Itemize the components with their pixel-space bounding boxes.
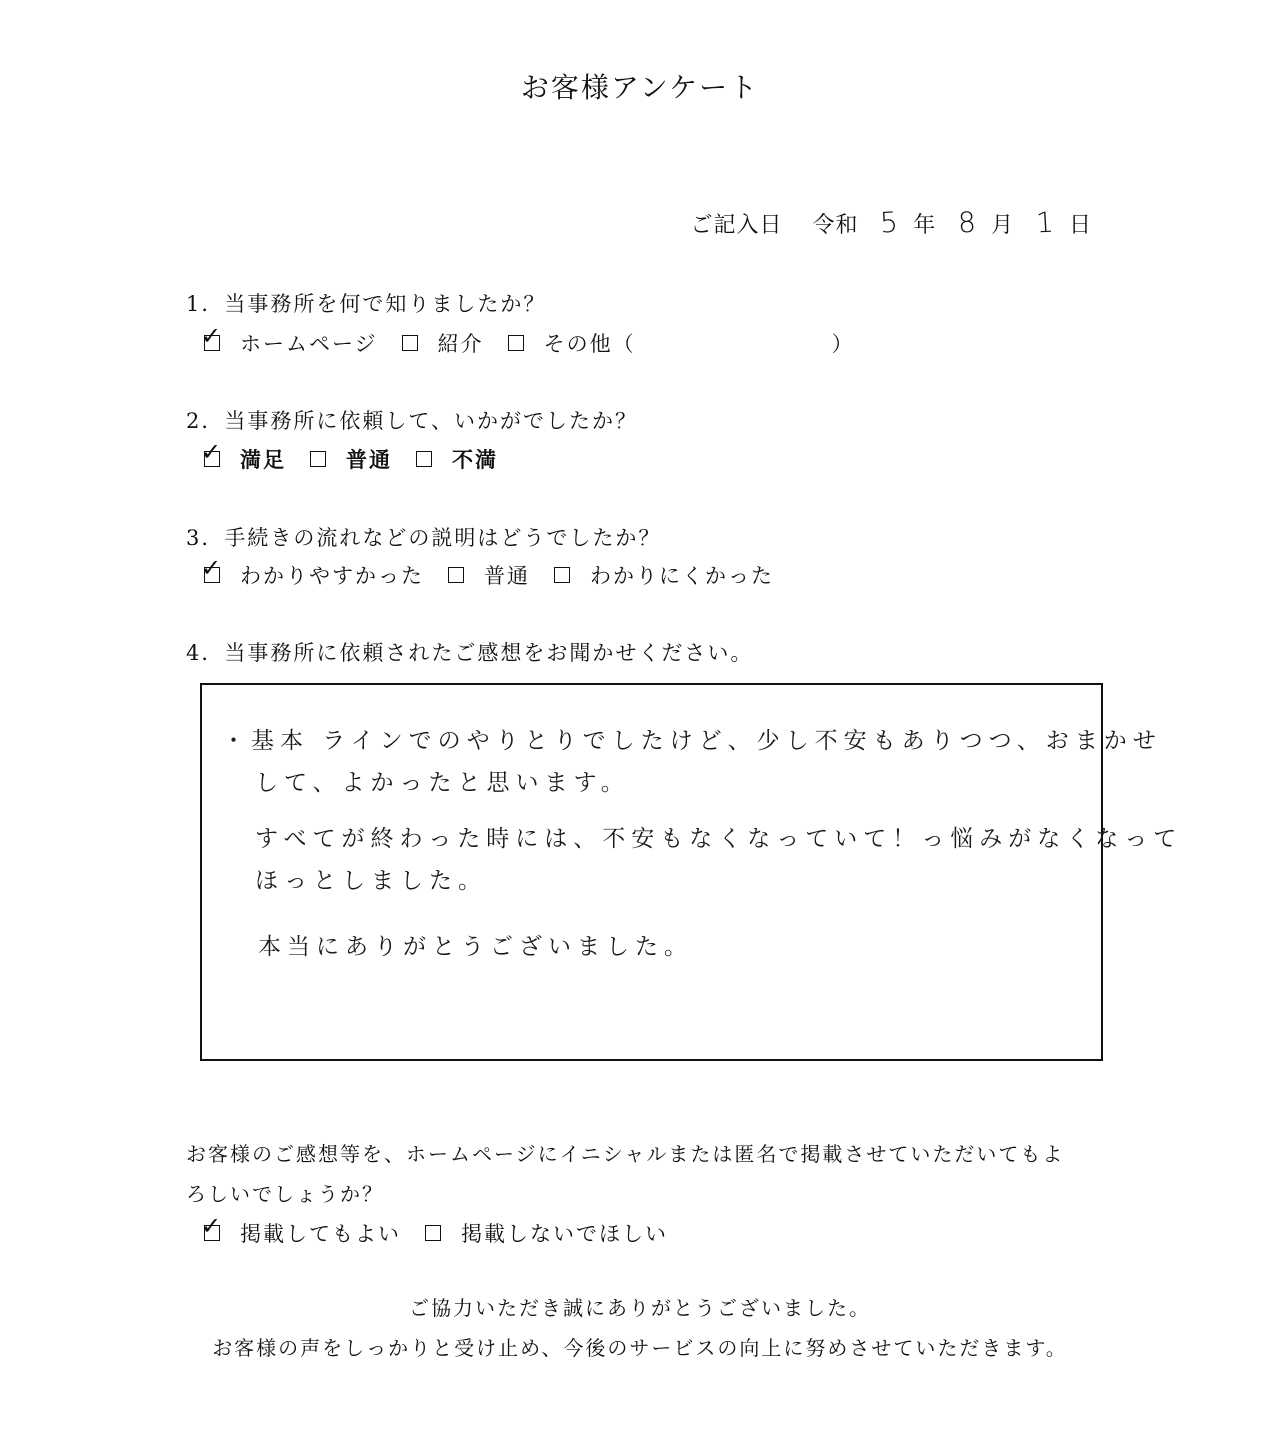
checkbox[interactable] — [554, 567, 570, 583]
checkbox[interactable] — [201, 1212, 224, 1241]
comment-line-5: 本当にありがとうございました。 — [258, 934, 693, 960]
option-label: ホームページ — [240, 332, 378, 356]
date-year-value: 5 — [879, 205, 901, 240]
date-entry — [690, 206, 1092, 239]
other-close-paren: ） — [831, 332, 855, 356]
q2-option-satisfied[interactable] — [201, 438, 286, 474]
option-label: 普通 — [484, 564, 530, 588]
q3-option-easy[interactable] — [201, 554, 424, 590]
option-label: 紹介 — [437, 332, 484, 356]
date-month-unit: 月 — [991, 213, 1015, 238]
question-3: 3．手続きの流れなどの説明はどうでしたか？ — [186, 526, 662, 550]
option-label: 満足 — [240, 447, 286, 472]
checkbox[interactable] — [201, 438, 224, 467]
option-label: 掲載しないでほしい — [461, 1222, 668, 1246]
comment-line-2: して、よかったと思います。 — [255, 770, 630, 796]
question-1-options — [201, 322, 879, 358]
date-day-value: 1 — [1035, 205, 1056, 240]
option-label: 普通 — [346, 447, 392, 472]
q2-option-dissatisfied[interactable] — [416, 444, 498, 474]
q3-option-hard[interactable] — [554, 560, 774, 590]
checkbox[interactable] — [508, 335, 524, 351]
closing-line-2: お客様の声をしっかりと受け止め、今後のサービスの向上に努めさせていただきます。 — [212, 1336, 1068, 1360]
checkbox[interactable] — [448, 567, 464, 583]
checkbox[interactable] — [416, 451, 432, 467]
check-mark-icon: ✓ — [201, 322, 224, 350]
q2-option-average[interactable] — [310, 444, 392, 474]
option-label: わかりやすかった — [240, 564, 424, 588]
option-label: その他（ — [543, 332, 636, 356]
comment-line-1: ・基本 ラインでのやりとりでしたけど、少し不安もありつつ、おまかせ — [222, 728, 1162, 754]
q3-option-average[interactable] — [448, 560, 530, 590]
closing-line-1: ご協力いただき誠にありがとうございました。 — [409, 1296, 871, 1320]
date-month-value: 8 — [957, 205, 978, 240]
question-1: 1．当事務所を何で知りましたか？ — [186, 292, 547, 316]
checkbox[interactable] — [201, 322, 224, 351]
check-mark-icon: ✓ — [201, 438, 224, 466]
question-3-options — [201, 554, 798, 590]
publish-options — [201, 1212, 692, 1248]
page-title: お客様アンケート — [520, 71, 760, 104]
checkbox[interactable] — [201, 554, 224, 583]
checkbox[interactable] — [310, 451, 326, 467]
option-label: 不満 — [452, 447, 498, 472]
option-label: わかりにくかった — [590, 564, 774, 588]
question-2-options — [201, 438, 522, 474]
question-2: 2．当事務所に依頼して、いかがでしたか？ — [186, 409, 638, 433]
date-day-unit: 日 — [1068, 213, 1092, 238]
date-era: 令和 — [812, 213, 859, 238]
date-year-unit: 年 — [913, 213, 937, 238]
check-mark-icon: ✓ — [201, 554, 224, 582]
question-4: 4．当事務所に依頼されたご感想をお聞かせください。 — [186, 641, 754, 665]
publish-question-line-2: ろしいでしょうか？ — [186, 1182, 384, 1206]
publish-question-line-1: お客様のご感想等を、ホームページにイニシャルまたは匿名で掲載させていただいてもよ — [186, 1142, 1065, 1166]
checkbox[interactable] — [425, 1225, 441, 1241]
option-label: 掲載してもよい — [240, 1222, 401, 1246]
checkbox[interactable] — [402, 335, 418, 351]
publish-option-allow[interactable] — [201, 1212, 401, 1248]
comment-line-3: すべてが終わった時には、不安もなくなっていて！っ悩みがなくなって — [255, 826, 1183, 852]
q1-option-referral[interactable] — [402, 328, 484, 358]
comment-line-4: ほっとしました。 — [255, 868, 487, 894]
q1-option-homepage[interactable] — [201, 322, 378, 358]
check-mark-icon: ✓ — [201, 1212, 224, 1240]
publish-option-deny[interactable] — [425, 1218, 668, 1248]
q1-option-other[interactable] — [508, 328, 855, 358]
date-label: ご記入日 — [690, 213, 783, 238]
